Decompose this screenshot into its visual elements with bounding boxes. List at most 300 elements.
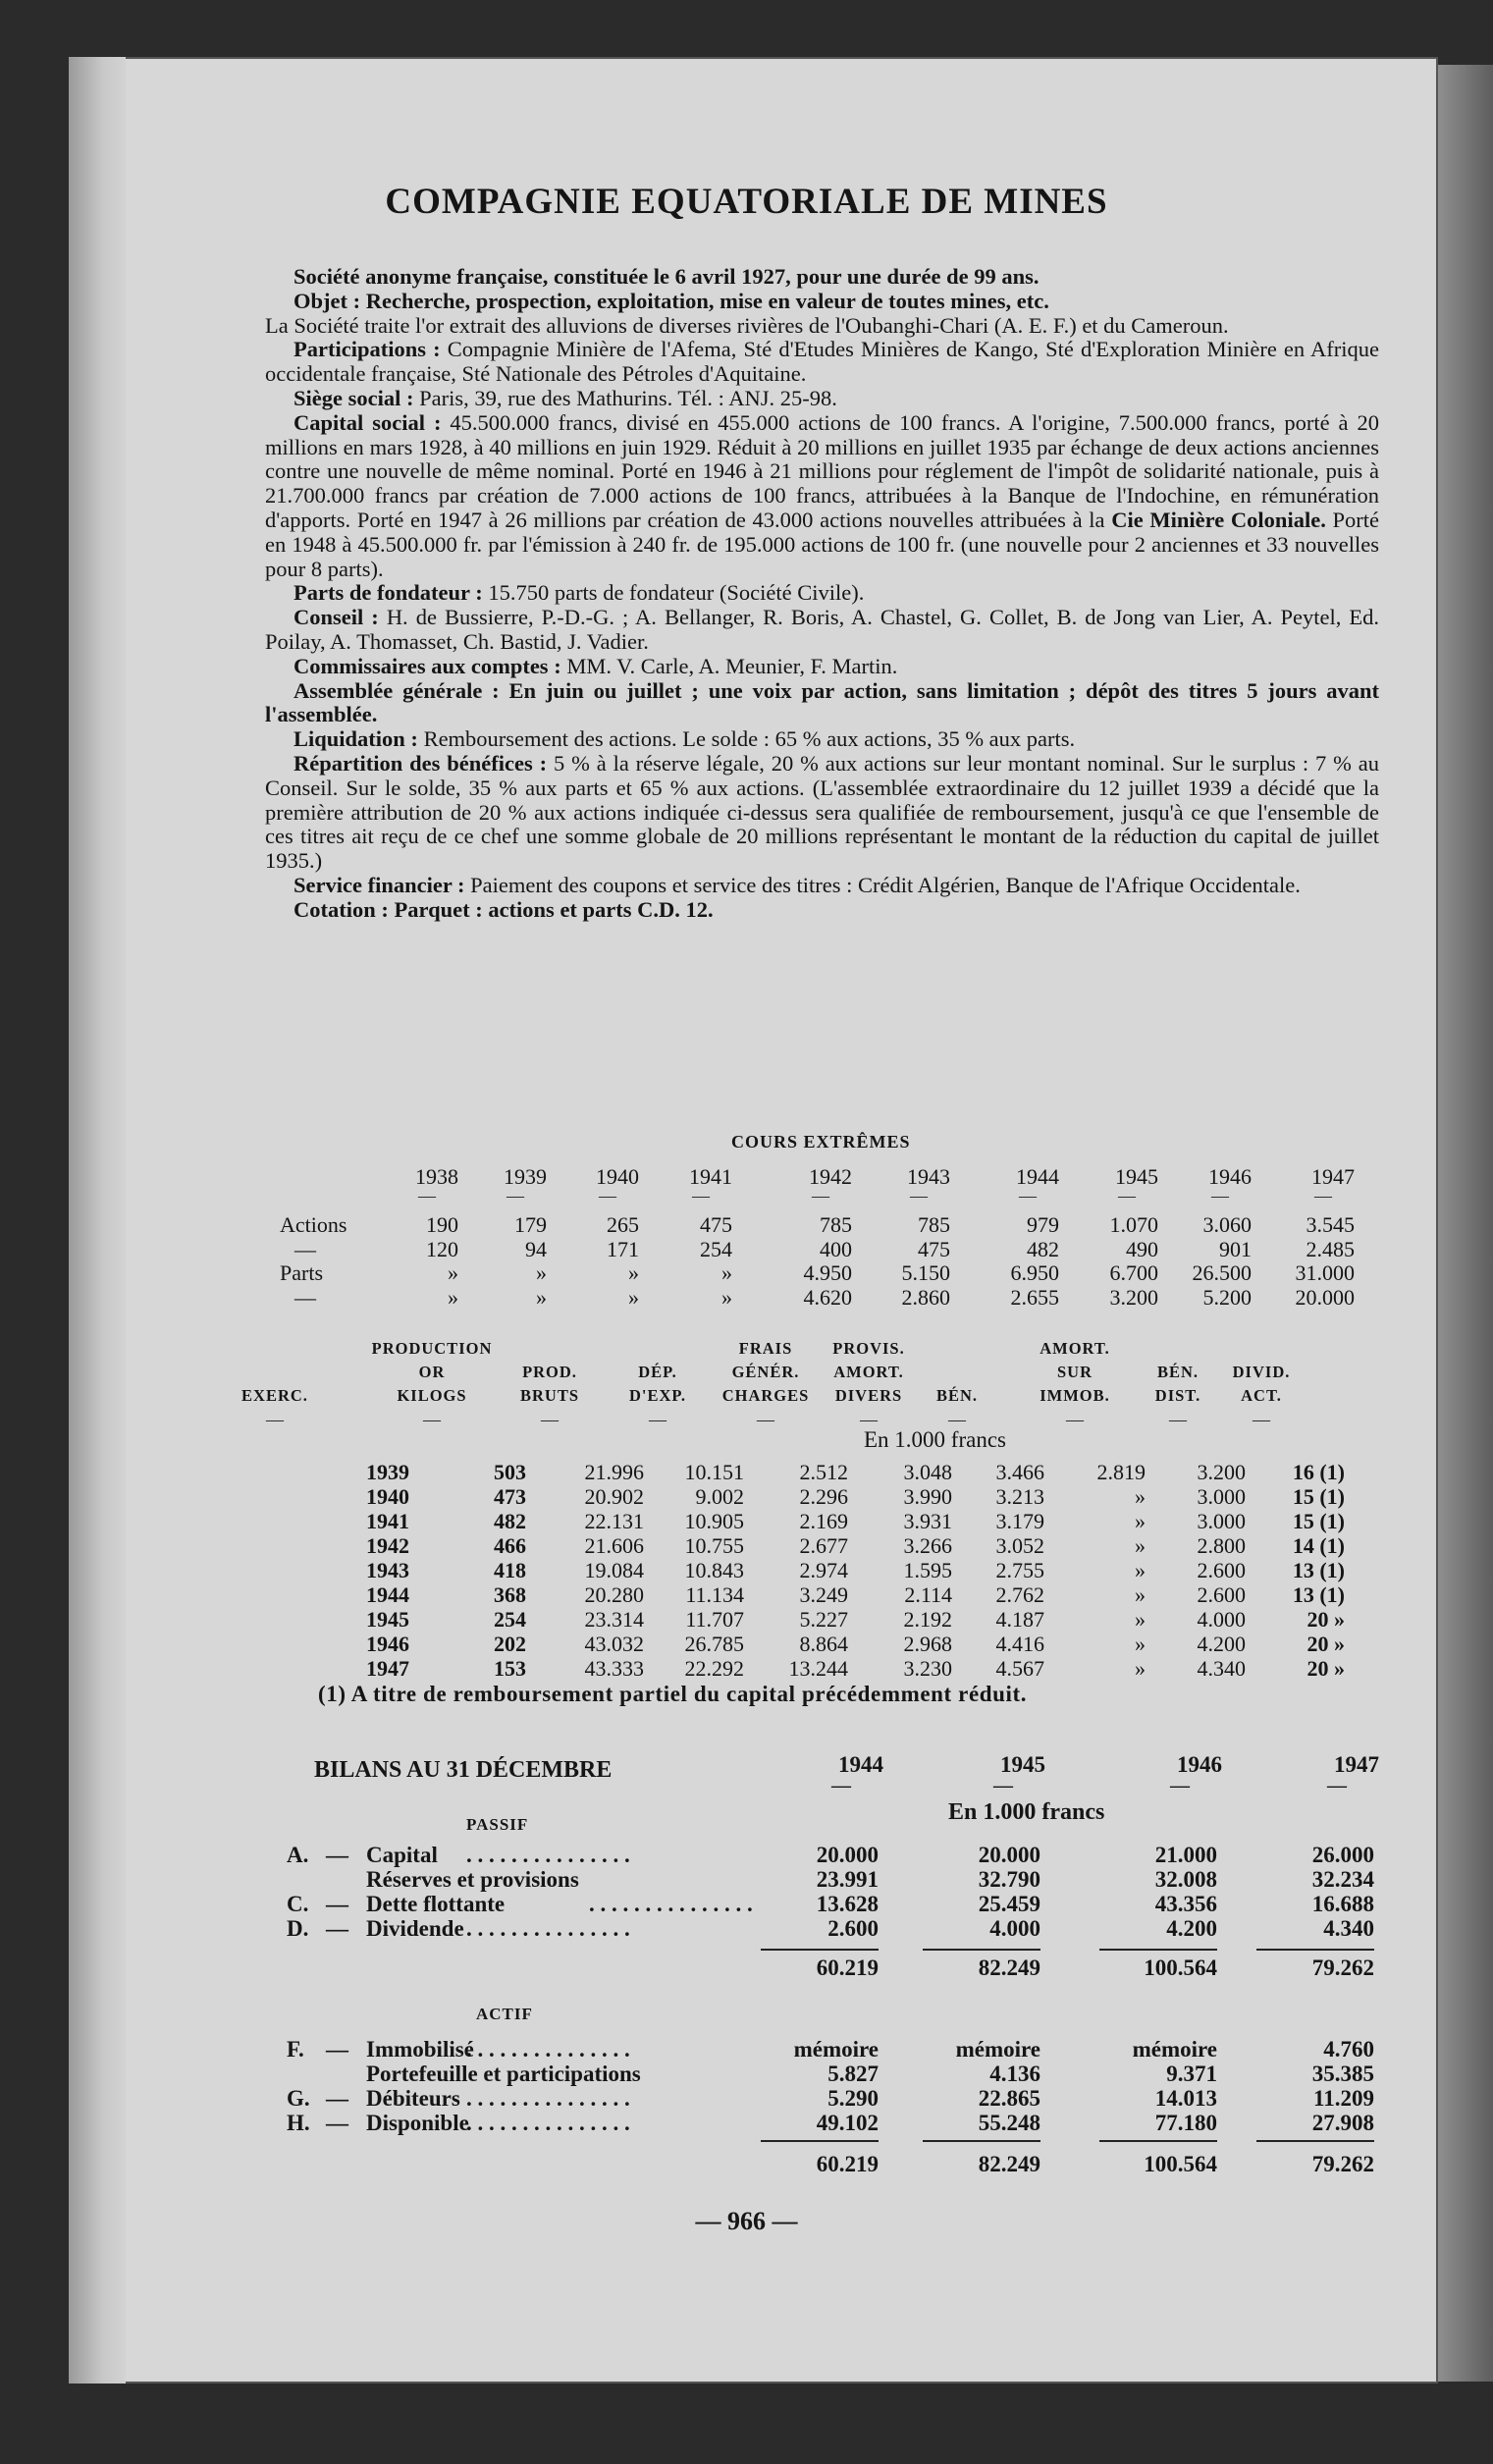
production-cell: 368 xyxy=(494,1582,526,1607)
cours-year: 1946 xyxy=(1208,1164,1252,1189)
actif-cell: 9.371 xyxy=(1166,2062,1217,2086)
actif-dash: — xyxy=(326,2086,348,2111)
production-cell: 3.213 xyxy=(995,1484,1044,1509)
cours-year: 1939 xyxy=(504,1164,547,1189)
production-cell: 4.187 xyxy=(995,1607,1044,1632)
cours-dash: — xyxy=(812,1186,829,1205)
actif-cell: 77.180 xyxy=(1154,2111,1217,2135)
production-cell: 13.244 xyxy=(788,1656,848,1681)
production-cell: 21.606 xyxy=(584,1533,644,1558)
production-cell: 26.785 xyxy=(684,1632,744,1656)
bilans-heading: BILANS AU 31 DÉCEMBRE xyxy=(314,1757,613,1783)
total-rule xyxy=(761,1949,879,1951)
cours-cell: 400 xyxy=(820,1237,852,1261)
cours-cell: 482 xyxy=(1027,1237,1059,1261)
production-cell: 466 xyxy=(494,1533,526,1558)
production-cell: 5.227 xyxy=(799,1607,848,1632)
actif-letter: H. xyxy=(287,2111,310,2135)
production-header: PRODUCTION xyxy=(371,1339,493,1358)
bold-run: Capital social : xyxy=(293,409,451,435)
production-cell: 20.280 xyxy=(584,1582,644,1607)
production-cell: 3.200 xyxy=(1197,1460,1246,1484)
production-cell: 13 (1) xyxy=(1292,1582,1345,1607)
paragraph xyxy=(265,898,1379,923)
actif-leader: . . . . . . . . . . . . . . . xyxy=(466,2037,630,2062)
production-cell: 4.200 xyxy=(1197,1632,1246,1656)
cours-cell: 3.060 xyxy=(1202,1212,1252,1237)
passif-cell: 2.600 xyxy=(827,1916,879,1941)
production-cell: 473 xyxy=(494,1484,526,1509)
cours-dash: — xyxy=(1118,1186,1136,1205)
passif-heading: PASSIF xyxy=(466,1815,529,1834)
cours-cell: 20.000 xyxy=(1295,1285,1355,1310)
paragraph xyxy=(265,606,1379,655)
passif-cell: 32.234 xyxy=(1311,1867,1374,1892)
actif-cell: 27.908 xyxy=(1311,2111,1374,2135)
production-cell: 3.230 xyxy=(903,1656,952,1681)
production-cell: 2.600 xyxy=(1197,1558,1246,1582)
cours-year: 1941 xyxy=(689,1164,732,1189)
cours-year: 1942 xyxy=(809,1164,852,1189)
cours-dash: — xyxy=(1211,1186,1229,1205)
passif-label: Dividende xyxy=(366,1916,464,1941)
production-cell: 2.296 xyxy=(799,1484,848,1509)
passif-dash: — xyxy=(326,1916,348,1941)
passif-total: 79.262 xyxy=(1311,1955,1374,1980)
cours-cell: 5.200 xyxy=(1202,1285,1252,1310)
production-dash: — xyxy=(649,1410,667,1429)
cours-dash: — xyxy=(418,1186,436,1205)
paragraph xyxy=(265,338,1379,387)
production-unit: En 1.000 francs xyxy=(864,1427,1006,1452)
bold-run: Cie Minière Coloniale. xyxy=(1111,507,1326,532)
text-run: Porté en 1948 à 45.500.000 fr. par l'émission à 240 fr. de 195.000 actions de 100 fr. (une nouvelle pour 2 anciennes et 33 nouvelles pour 8 parts). xyxy=(265,507,1380,581)
production-cell: » xyxy=(1135,1656,1146,1681)
bold-run: Objet : xyxy=(293,288,366,313)
passif-cell: 20.000 xyxy=(978,1843,1040,1867)
cours-year: 1938 xyxy=(415,1164,458,1189)
production-cell: 9.002 xyxy=(695,1484,744,1509)
passif-letter: A. xyxy=(287,1843,309,1867)
bold-run: Assemblée générale : En juin ou juillet ; une voix par action, sans limitation ; dépôt des titres 5 jours avant l'assemblée. xyxy=(265,677,1379,727)
cours-cell: 94 xyxy=(525,1237,547,1261)
bilans-unit: En 1.000 francs xyxy=(948,1799,1105,1825)
bilans-year: 1945 xyxy=(1000,1752,1045,1777)
cours-cell: 3.545 xyxy=(1306,1212,1355,1237)
cours-cell: » xyxy=(536,1260,547,1285)
production-cell: » xyxy=(1135,1509,1146,1533)
passif-letter: D. xyxy=(287,1916,309,1941)
paragraph xyxy=(265,411,1379,582)
production-cell: 2.762 xyxy=(995,1582,1044,1607)
production-cell: 2.677 xyxy=(799,1533,848,1558)
actif-letter: F. xyxy=(287,2037,304,2062)
production-cell: 20 » xyxy=(1306,1607,1345,1632)
cours-year: 1943 xyxy=(907,1164,950,1189)
actif-leader: . . . . . . . . . . . . . . . xyxy=(466,2086,630,2111)
actif-cell: 55.248 xyxy=(978,2111,1040,2135)
production-cell: 1947 xyxy=(366,1656,409,1681)
cours-cell: 179 xyxy=(514,1212,547,1237)
text-run: MM. V. Carle, A. Meunier, F. Martin. xyxy=(566,653,898,678)
passif-total: 100.564 xyxy=(1144,1955,1217,1980)
production-header: DIVID. xyxy=(1232,1363,1291,1381)
actif-total: 79.262 xyxy=(1311,2152,1374,2176)
passif-cell: 20.000 xyxy=(816,1843,879,1867)
cours-cell: 190 xyxy=(426,1212,458,1237)
production-header: D'EXP. xyxy=(628,1386,687,1405)
production-cell: 1939 xyxy=(366,1460,409,1484)
production-header: BRUTS xyxy=(519,1386,580,1405)
cours-row-label: Parts xyxy=(280,1260,323,1285)
production-cell: 10.843 xyxy=(684,1558,744,1582)
passif-total: 60.219 xyxy=(816,1955,879,1980)
production-cell: 503 xyxy=(494,1460,526,1484)
actif-dash: — xyxy=(326,2037,348,2062)
cours-cell: 4.620 xyxy=(803,1285,852,1310)
text-run: 45.500.000 francs, divisé en 455.000 actions de 100 francs. A l'origine, 7.500.000 francs, porté à 20 millions en mars 1928, à 40 millions en juin 1929. Réduit à 20 millions en juillet 1935 par échange de deux actions anciennes contre une nouvelle de même nominal. Porté en 1946 à 21 millions pour réglement de l'impôt de solidarité nationale, puis à 21.700.000 francs par création de 7.000 actions de 100 francs, attribuées à la Banque de l'Indochine, en rémunération d'apports. Porté en 1947 à 26 millions par création de 43.000 actions nouvelles attribuées à la xyxy=(265,409,1379,532)
paragraph xyxy=(265,752,1379,874)
production-cell: 1.595 xyxy=(903,1558,952,1582)
passif-cell: 32.008 xyxy=(1154,1867,1217,1892)
production-cell: 418 xyxy=(494,1558,526,1582)
actif-cell: 22.865 xyxy=(978,2086,1040,2111)
production-header: IMMOB. xyxy=(1040,1386,1110,1405)
cours-row-label: — xyxy=(294,1285,316,1310)
production-cell: 11.707 xyxy=(685,1607,744,1632)
production-dash: — xyxy=(423,1410,441,1429)
passif-label: Capital xyxy=(366,1843,438,1867)
production-header: SUR xyxy=(1056,1363,1093,1381)
passif-cell: 23.991 xyxy=(816,1867,879,1892)
text-run: 5 % à la réserve légale, 20 % aux actions sur leur montant nominal. Sur le surplus : 7 % au Conseil. Sur le solde, 35 % aux parts et 65 % aux actions. (L'assemblée extraordinaire du 12 juillet 1939 a décidé que la première attribution de 20 % aux actions indiquée ci-dessus sera qualifiée de remboursement, jusqu'à ce que l'ensemble de ces titres ait reçu de ce chef une somme globale de 20 millions représentant le montant de la réduction du capital de juillet 1935.) xyxy=(265,750,1379,874)
passif-cell: 4.340 xyxy=(1323,1916,1374,1941)
production-header: CHARGES xyxy=(721,1386,810,1405)
cours-cell: 785 xyxy=(918,1212,950,1237)
production-cell: 11.134 xyxy=(685,1582,744,1607)
passif-cell: 43.356 xyxy=(1154,1892,1217,1916)
production-cell: 2.114 xyxy=(904,1582,952,1607)
production-cell: » xyxy=(1135,1632,1146,1656)
actif-cell: 11.209 xyxy=(1313,2086,1374,2111)
production-cell: 1941 xyxy=(366,1509,409,1533)
production-header: FRAIS xyxy=(738,1339,793,1358)
production-cell: 3.466 xyxy=(995,1460,1044,1484)
cours-cell: » xyxy=(536,1285,547,1310)
production-header: AMORT. xyxy=(833,1363,904,1381)
passif-cell: 13.628 xyxy=(816,1892,879,1916)
cours-cell: 254 xyxy=(700,1237,732,1261)
actif-cell: 14.013 xyxy=(1154,2086,1217,2111)
cours-cell: 6.950 xyxy=(1010,1260,1059,1285)
production-cell: » xyxy=(1135,1558,1146,1582)
production-dash: — xyxy=(860,1410,878,1429)
bold-run: Société anonyme française, constituée le 6 avril 1927, pour une durée de 99 ans. xyxy=(293,264,1040,289)
paragraph xyxy=(265,581,1379,606)
cours-cell: 120 xyxy=(426,1237,458,1261)
actif-cell: 4.136 xyxy=(989,2062,1040,2086)
production-cell: 153 xyxy=(494,1656,526,1681)
passif-total: 82.249 xyxy=(978,1955,1040,1980)
total-rule xyxy=(761,2140,879,2142)
production-cell: 4.567 xyxy=(995,1656,1044,1681)
production-header: ACT. xyxy=(1241,1386,1282,1405)
cours-dash: — xyxy=(507,1186,524,1205)
cours-cell: » xyxy=(448,1285,458,1310)
bilans-year: 1944 xyxy=(838,1752,883,1777)
cours-dash: — xyxy=(599,1186,616,1205)
actif-total: 100.564 xyxy=(1144,2152,1217,2176)
actif-cell: mémoire xyxy=(1132,2037,1217,2062)
passif-leader: . . . . . . . . . . . . . . . xyxy=(466,1916,630,1941)
paragraph xyxy=(265,874,1379,898)
bold-run: Service financier : xyxy=(293,872,471,897)
cours-cell: 785 xyxy=(820,1212,852,1237)
passif-leader: . . . . . . . . . . . . . . . xyxy=(466,1843,630,1867)
production-dash: — xyxy=(1253,1410,1270,1429)
actif-label: Débiteurs xyxy=(366,2086,460,2111)
cours-cell: » xyxy=(721,1285,732,1310)
bold-run: Parts de fondateur : xyxy=(293,580,489,606)
actif-cell: mémoire xyxy=(793,2037,879,2062)
production-cell: 3.931 xyxy=(903,1509,952,1533)
text-run: Remboursement des actions. Le solde : 65 % aux actions, 35 % aux parts. xyxy=(423,726,1076,752)
production-dash: — xyxy=(757,1410,774,1429)
bilans-year: 1947 xyxy=(1334,1752,1379,1777)
actif-dash: — xyxy=(326,2111,348,2135)
production-cell: 22.292 xyxy=(684,1656,744,1681)
bold-run: Participations : xyxy=(293,337,448,362)
passif-cell: 26.000 xyxy=(1311,1843,1374,1867)
total-rule xyxy=(923,1949,1040,1951)
production-cell: » xyxy=(1135,1484,1146,1509)
production-header: AMORT. xyxy=(1040,1339,1110,1358)
production-cell: 20 » xyxy=(1306,1656,1345,1681)
paragraph xyxy=(265,387,1379,411)
actif-label: Immobilisé xyxy=(366,2037,474,2062)
passif-label: Dette flottante xyxy=(366,1892,506,1916)
production-cell: 4.416 xyxy=(995,1632,1044,1656)
production-cell: 2.800 xyxy=(1197,1533,1246,1558)
paragraph xyxy=(265,265,1379,290)
bilans-dash: — xyxy=(831,1775,851,1796)
cours-cell: » xyxy=(448,1260,458,1285)
production-header: GÉNÉR. xyxy=(731,1363,800,1381)
production-cell: 14 (1) xyxy=(1292,1533,1345,1558)
passif-dash: — xyxy=(326,1843,348,1867)
production-cell: » xyxy=(1135,1582,1146,1607)
cours-cell: 4.950 xyxy=(803,1260,852,1285)
text-run: La Société traite l'or extrait des alluvions de diverses rivières de l'Oubanghi-Chari (A. E. F.) et du Cameroun. xyxy=(265,312,1229,338)
actif-total: 82.249 xyxy=(978,2152,1040,2176)
production-cell: 8.864 xyxy=(799,1632,848,1656)
passif-leader: . . . . . . . . . . . . . . . xyxy=(589,1892,753,1916)
bold-run: Commissaires aux comptes : xyxy=(293,653,567,678)
cours-cell: 6.700 xyxy=(1109,1260,1158,1285)
cours-cell: 901 xyxy=(1219,1237,1252,1261)
cours-cell: 979 xyxy=(1027,1212,1059,1237)
production-header: DIVERS xyxy=(834,1386,903,1405)
production-cell: » xyxy=(1135,1533,1146,1558)
text-run: Paris, 39, rue des Mathurins. Tél. : ANJ. 25-98. xyxy=(419,385,837,410)
total-rule xyxy=(1256,1949,1374,1951)
production-cell: 23.314 xyxy=(584,1607,644,1632)
text-run: Compagnie Minière de l'Afema, Sté d'Etudes Minières de Kango, Sté d'Exploration Minière en Afrique occidentale française, Sté Nationale des Pétroles d'Aquitaine. xyxy=(265,337,1380,387)
total-rule xyxy=(923,2140,1040,2142)
company-description xyxy=(265,265,1379,923)
production-cell: 1940 xyxy=(366,1484,409,1509)
production-dash: — xyxy=(266,1410,284,1429)
paragraph xyxy=(265,290,1379,314)
page-binding-edge xyxy=(69,57,126,2384)
actif-label: Disponible xyxy=(366,2111,469,2135)
cours-year: 1945 xyxy=(1115,1164,1158,1189)
production-cell: 3.052 xyxy=(995,1533,1044,1558)
cours-cell: 5.150 xyxy=(901,1260,950,1285)
paragraph xyxy=(265,679,1379,728)
text-run: Paiement des coupons et service des titres : Crédit Algérien, Banque de l'Afrique Occidentale. xyxy=(470,872,1301,897)
passif-cell: 32.790 xyxy=(978,1867,1040,1892)
production-cell: 15 (1) xyxy=(1292,1484,1345,1509)
cours-cell: » xyxy=(628,1285,639,1310)
cours-cell: 490 xyxy=(1126,1237,1158,1261)
text-run: 15.750 parts de fondateur (Société Civile). xyxy=(488,580,865,606)
bilans-dash: — xyxy=(993,1775,1013,1796)
production-cell: 2.974 xyxy=(799,1558,848,1582)
production-cell: 3.266 xyxy=(903,1533,952,1558)
production-cell: 2.819 xyxy=(1096,1460,1146,1484)
production-cell: 3.000 xyxy=(1197,1484,1246,1509)
cours-row-label: — xyxy=(294,1237,316,1261)
production-cell: 4.340 xyxy=(1197,1656,1246,1681)
cours-dash: — xyxy=(910,1186,928,1205)
production-header: BÉN. xyxy=(935,1386,979,1405)
total-rule xyxy=(1099,2140,1217,2142)
bilans-year: 1946 xyxy=(1177,1752,1222,1777)
actif-cell: 4.760 xyxy=(1323,2037,1374,2062)
production-cell: 1944 xyxy=(366,1582,409,1607)
production-cell: 2.512 xyxy=(799,1460,848,1484)
page-right-shadow xyxy=(1438,65,1493,2382)
actif-total: 60.219 xyxy=(816,2152,879,2176)
production-header: OR xyxy=(418,1363,446,1381)
production-footnote: (1) A titre de remboursement partiel du capital précédemment réduit. xyxy=(318,1682,1028,1706)
passif-cell: 4.000 xyxy=(989,1916,1040,1941)
production-header: DÉP. xyxy=(638,1363,677,1381)
paragraph xyxy=(265,314,1379,339)
actif-cell: 5.290 xyxy=(827,2086,879,2111)
passif-cell: 25.459 xyxy=(978,1892,1040,1916)
passif-dash: — xyxy=(326,1892,348,1916)
cours-cell: 475 xyxy=(700,1212,732,1237)
cours-heading: COURS EXTRÊMES xyxy=(731,1132,911,1152)
production-cell: 3.000 xyxy=(1197,1509,1246,1533)
production-cell: 1946 xyxy=(366,1632,409,1656)
production-cell: 3.249 xyxy=(799,1582,848,1607)
actif-cell: mémoire xyxy=(955,2037,1040,2062)
production-cell: 13 (1) xyxy=(1292,1558,1345,1582)
production-dash: — xyxy=(948,1410,966,1429)
bold-run: Liquidation : xyxy=(293,726,424,752)
passif-cell: 16.688 xyxy=(1311,1892,1374,1916)
production-dash: — xyxy=(541,1410,559,1429)
production-cell: 2.169 xyxy=(799,1509,848,1533)
cours-cell: 171 xyxy=(607,1237,639,1261)
production-header: PROVIS. xyxy=(832,1339,905,1358)
production-cell: 1943 xyxy=(366,1558,409,1582)
bold-run: Cotation : Parquet : actions et parts C.D. 12. xyxy=(293,896,714,922)
paragraph xyxy=(265,727,1379,752)
cours-cell: 2.485 xyxy=(1306,1237,1355,1261)
production-header: PROD. xyxy=(522,1363,577,1381)
production-cell: 21.996 xyxy=(584,1460,644,1484)
page-title: COMPAGNIE EQUATORIALE DE MINES xyxy=(385,182,1108,222)
production-cell: 3.179 xyxy=(995,1509,1044,1533)
bold-run: Conseil : xyxy=(293,605,387,630)
actif-cell: 35.385 xyxy=(1311,2062,1374,2086)
cours-dash: — xyxy=(1019,1186,1037,1205)
production-cell: 22.131 xyxy=(584,1509,644,1533)
actif-cell: 5.827 xyxy=(827,2062,879,2086)
cours-cell: » xyxy=(628,1260,639,1285)
production-cell: » xyxy=(1135,1607,1146,1632)
cours-cell: 2.655 xyxy=(1010,1285,1059,1310)
production-header: EXERC. xyxy=(241,1386,308,1405)
actif-letter: G. xyxy=(287,2086,310,2111)
production-cell: 43.333 xyxy=(584,1656,644,1681)
cours-dash: — xyxy=(692,1186,710,1205)
cours-cell: 2.860 xyxy=(901,1285,950,1310)
passif-label: Réserves et provisions xyxy=(366,1867,579,1892)
production-cell: 2.755 xyxy=(995,1558,1044,1582)
production-cell: 19.084 xyxy=(584,1558,644,1582)
cours-cell: » xyxy=(721,1260,732,1285)
production-cell: 254 xyxy=(494,1607,526,1632)
production-cell: 10.905 xyxy=(684,1509,744,1533)
production-cell: 20 » xyxy=(1306,1632,1345,1656)
cours-year: 1947 xyxy=(1311,1164,1355,1189)
bold-run: Recherche, prospection, exploitation, mise en valeur de toutes mines, etc. xyxy=(365,288,1049,313)
cours-year: 1940 xyxy=(596,1164,639,1189)
production-cell: 482 xyxy=(494,1509,526,1533)
bold-run: Répartition des bénéfices : xyxy=(293,750,554,776)
cours-cell: 26.500 xyxy=(1192,1260,1252,1285)
paragraph xyxy=(265,655,1379,679)
bilans-dash: — xyxy=(1327,1775,1347,1796)
production-header: DIST. xyxy=(1154,1386,1201,1405)
production-cell: 10.151 xyxy=(684,1460,744,1484)
cours-cell: 475 xyxy=(918,1237,950,1261)
cours-cell: 265 xyxy=(607,1212,639,1237)
production-cell: 10.755 xyxy=(684,1533,744,1558)
production-cell: 2.192 xyxy=(903,1607,952,1632)
total-rule xyxy=(1256,2140,1374,2142)
total-rule xyxy=(1099,1949,1217,1951)
production-header: BÉN. xyxy=(1156,1363,1200,1381)
production-cell: 20.902 xyxy=(584,1484,644,1509)
production-cell: 15 (1) xyxy=(1292,1509,1345,1533)
production-cell: 2.968 xyxy=(903,1632,952,1656)
production-cell: 4.000 xyxy=(1197,1607,1246,1632)
cours-cell: 31.000 xyxy=(1295,1260,1355,1285)
production-header: KILOGS xyxy=(397,1386,467,1405)
cours-year: 1944 xyxy=(1016,1164,1059,1189)
bilans-dash: — xyxy=(1170,1775,1190,1796)
production-cell: 43.032 xyxy=(584,1632,644,1656)
passif-cell: 4.200 xyxy=(1166,1916,1217,1941)
text-run: H. de Bussierre, P.-D.-G. ; A. Bellanger, R. Boris, A. Chastel, G. Collet, B. de Jong van Lier, A. Peytel, Ed. Poilay, A. Thomasset, Ch. Bastid, J. Vadier. xyxy=(265,605,1379,654)
production-cell: 16 (1) xyxy=(1292,1460,1345,1484)
